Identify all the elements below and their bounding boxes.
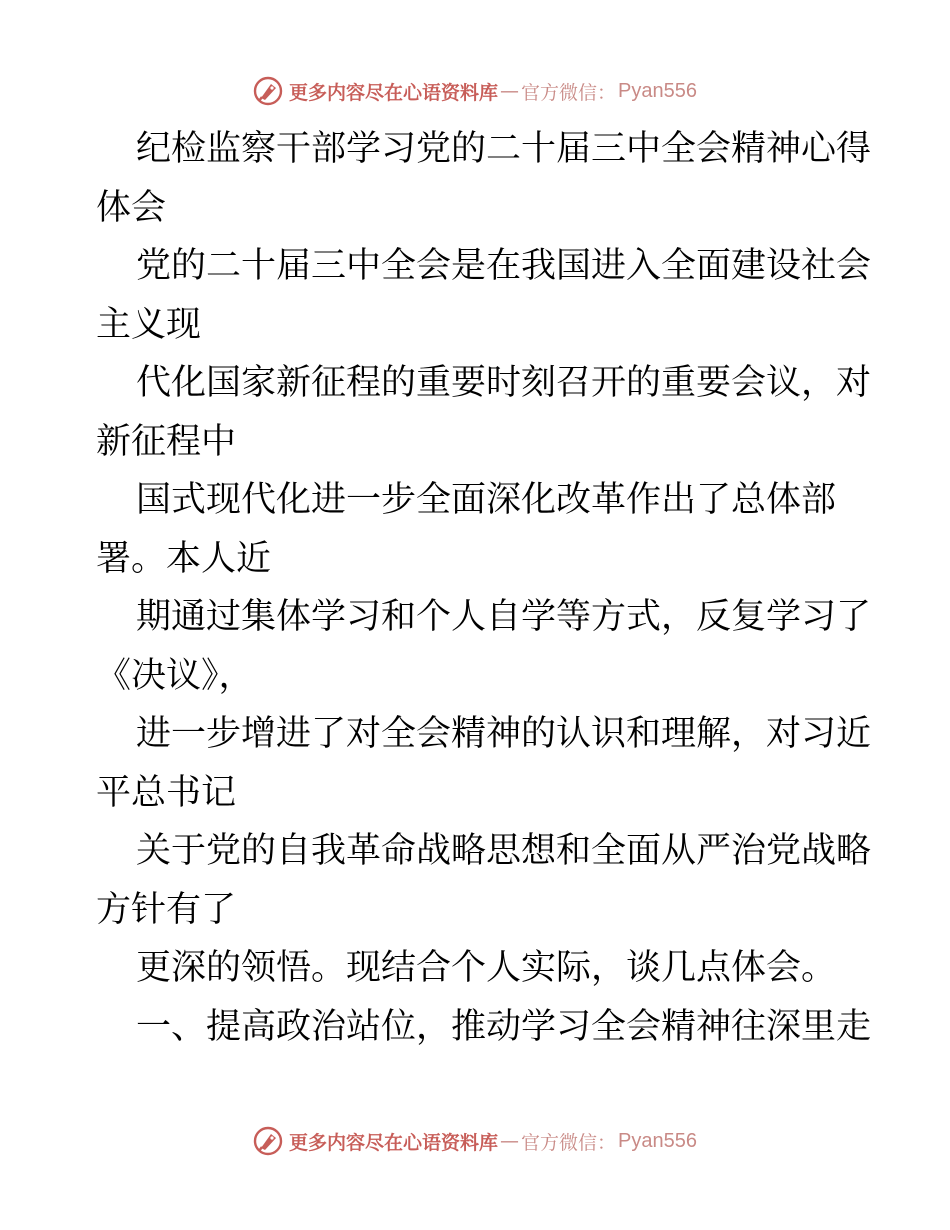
wechat-handle: Pyan556 xyxy=(618,79,697,102)
paragraph-line: 主义现 xyxy=(96,304,202,345)
paragraph-line: 新征程中 xyxy=(96,421,237,462)
paragraph-line: 方针有了 xyxy=(96,889,237,930)
section-heading: 一、提高政治站位，推动学习全会精神往深里走 xyxy=(136,1006,872,1047)
paragraph-line: 党的二十届三中全会是在我国进入全面建设社会 xyxy=(136,246,872,286)
pen-nib-logo-icon xyxy=(253,76,283,106)
site-name-text: 更多内容尽在心语资料库 xyxy=(289,81,499,104)
wechat-label: 官方微信： xyxy=(521,1131,617,1154)
paragraph-line: 更深的领悟。现结合个人实际，谈几点体会。 xyxy=(136,948,837,988)
paragraph-line: 期通过集体学习和个人自学等方式，反复学习了 xyxy=(136,597,872,637)
separator-dash: — xyxy=(500,80,520,102)
site-name-text: 更多内容尽在心语资料库 xyxy=(289,1131,499,1154)
header-watermark-banner xyxy=(0,71,950,111)
wechat-handle: Pyan556 xyxy=(618,1129,697,1152)
paragraph-line: 《决议》， xyxy=(96,655,254,696)
paragraph-line: 署。本人近 xyxy=(96,538,272,579)
separator-dash: — xyxy=(500,1130,520,1152)
title-line-1: 纪检监察干部学习党的二十届三中全会精神心得 xyxy=(136,129,872,169)
paragraph-line: 代化国家新征程的重要时刻召开的重要会议，对 xyxy=(136,363,872,403)
paragraph-line: 进一步增进了对全会精神的认识和理解，对习近 xyxy=(136,714,872,754)
title-line-2: 体会 xyxy=(96,187,167,228)
paragraph-line: 平总书记 xyxy=(96,772,237,813)
paragraph-line: 国式现代化进一步全面深化改革作出了总体部 xyxy=(136,480,837,520)
paragraph-line: 关于党的自我革命战略思想和全面从严治党战略 xyxy=(136,831,872,871)
wechat-label: 官方微信： xyxy=(521,81,617,104)
document-body xyxy=(96,120,872,1056)
footer-watermark-banner xyxy=(0,1121,950,1161)
pen-nib-logo-icon xyxy=(253,1126,283,1156)
